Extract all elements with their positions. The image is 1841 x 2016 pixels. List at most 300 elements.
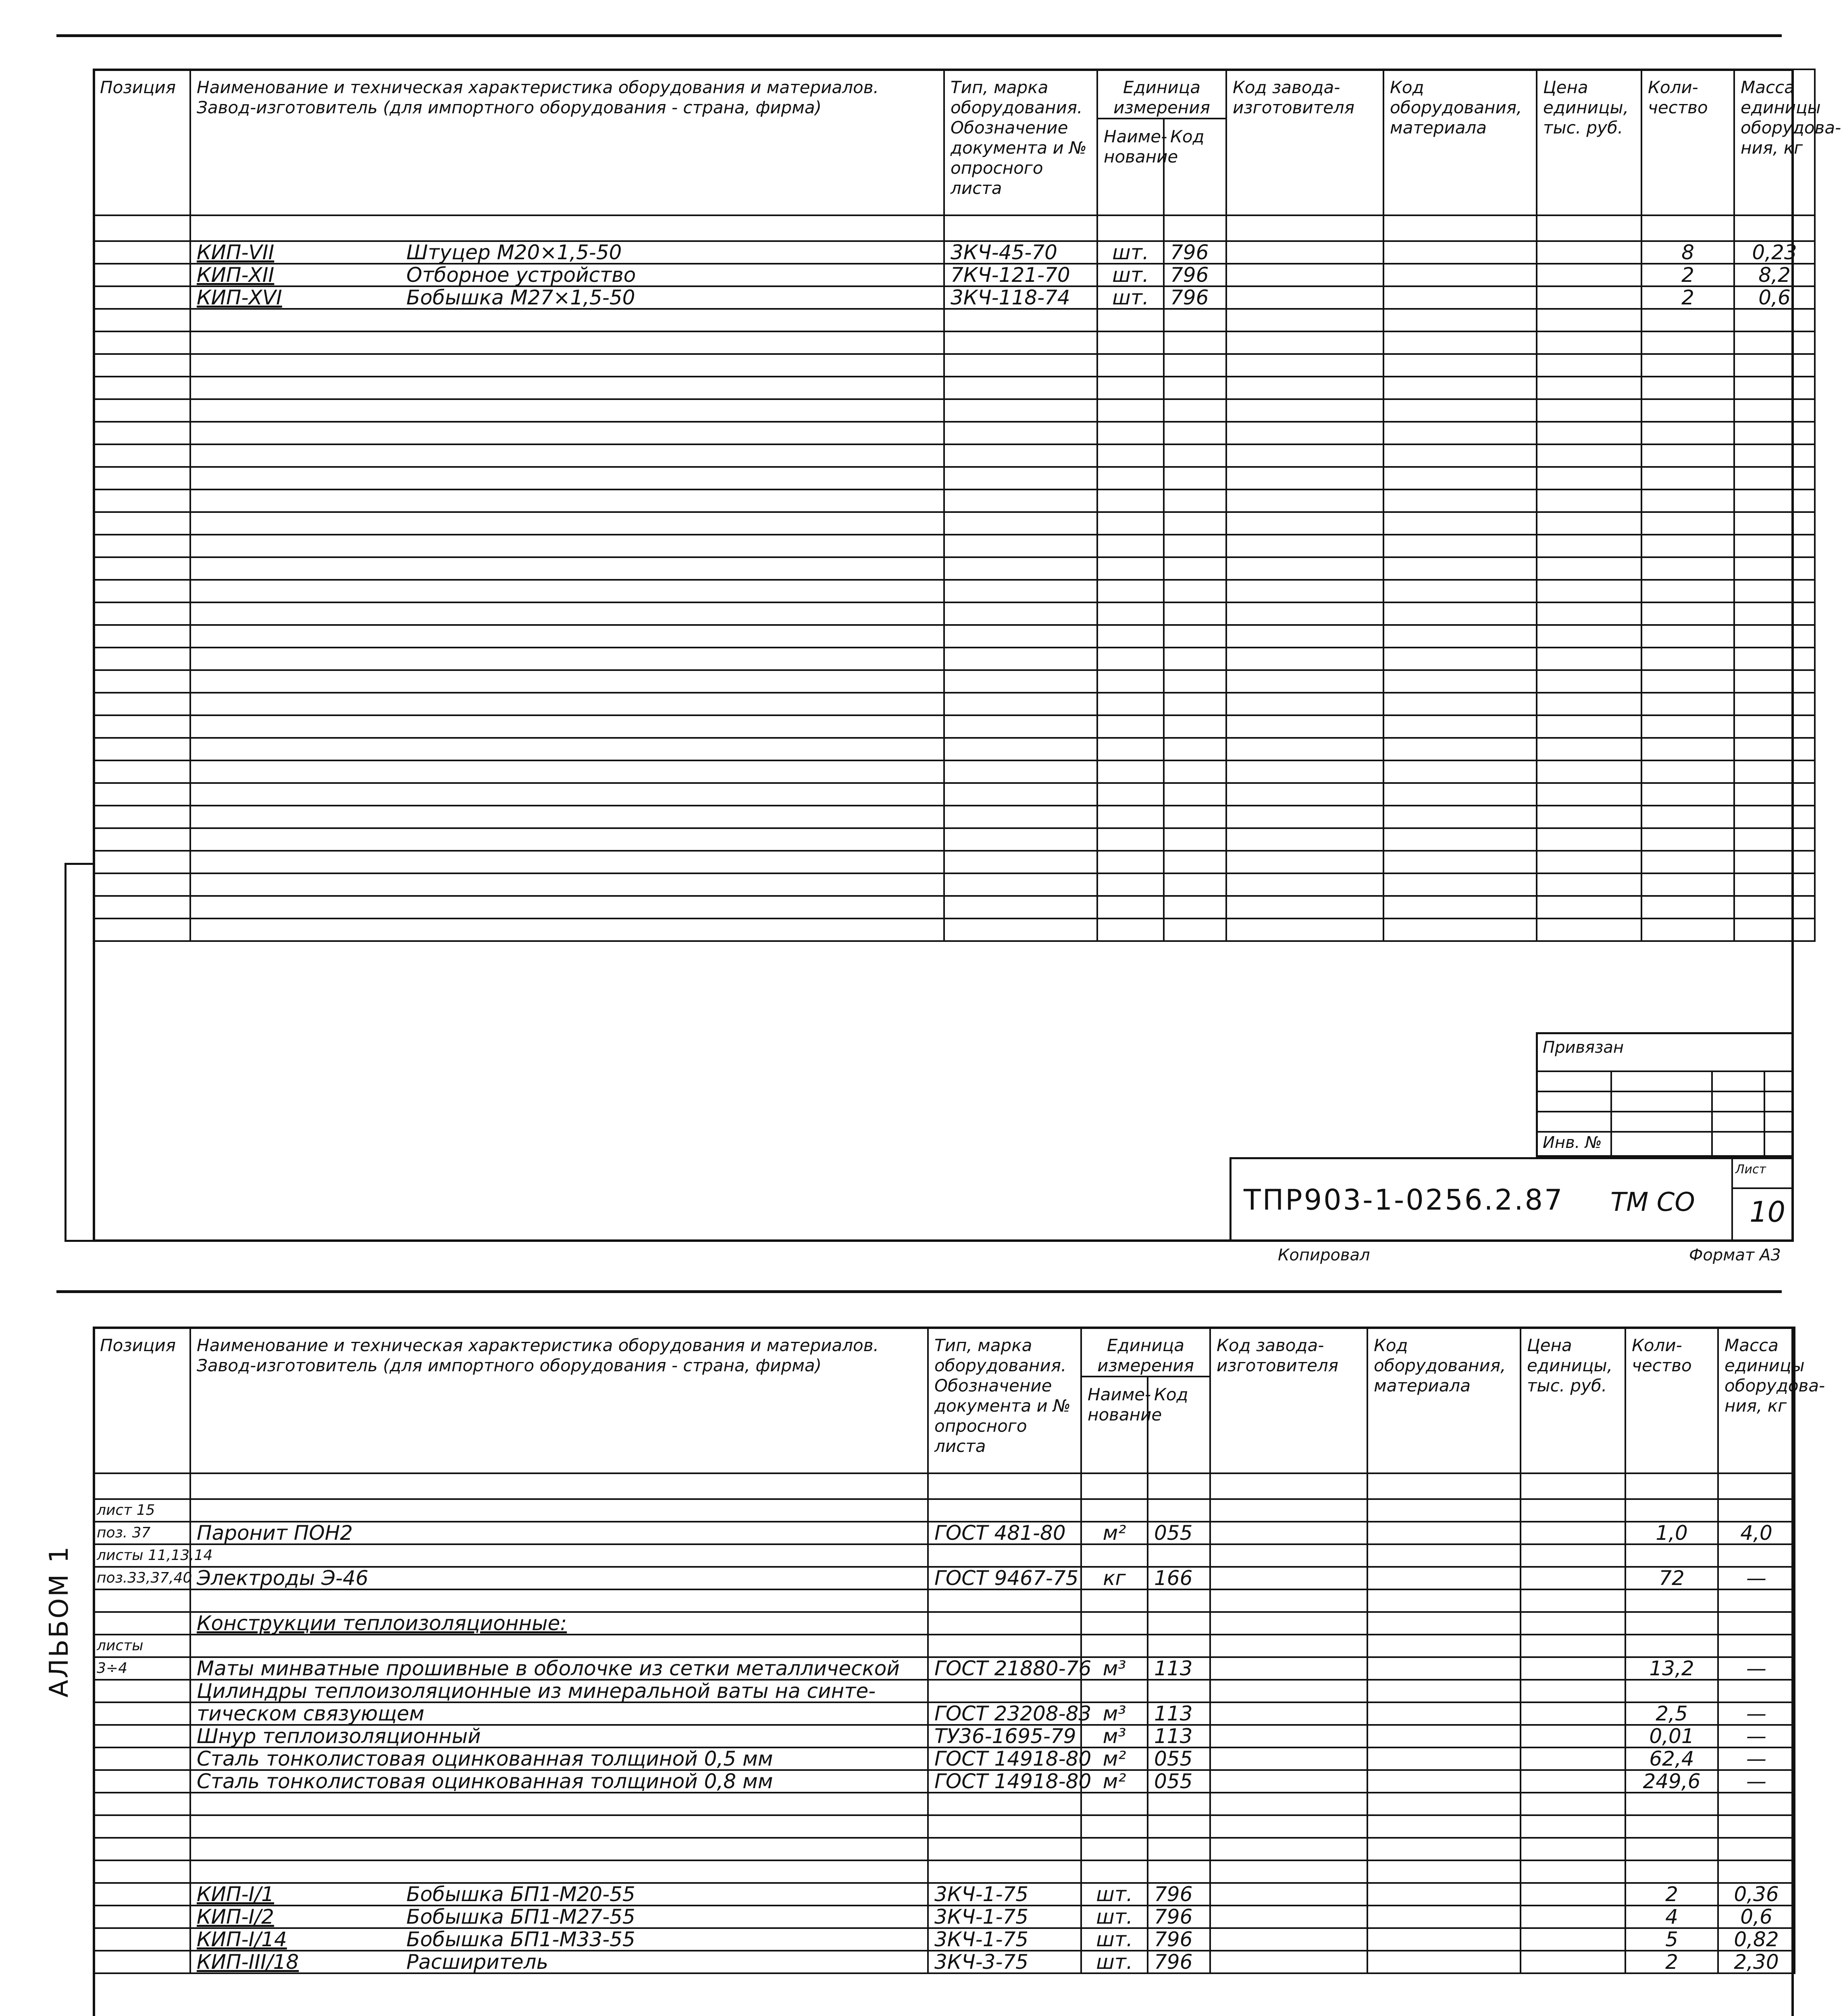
header-name: Наименование и техническая характеристика оборудования и материалов. Завод-изготовитель (для импортного оборудования - страна, фирма) (190, 1327, 928, 1473)
cell-quantity: 2 (1641, 286, 1734, 309)
table-row (94, 1589, 1795, 1612)
cell-factory-code (1210, 1612, 1367, 1635)
cell-factory-code (1210, 1951, 1367, 1973)
cell-quantity: 2 (1625, 1951, 1718, 1973)
cell-position (94, 286, 190, 309)
cell-type (928, 1544, 1081, 1567)
header-unit-name: Наиме-нование (1097, 119, 1164, 215)
cell-factory-code (1210, 1544, 1367, 1567)
cell-mass: 0,6 (1718, 1906, 1795, 1928)
cell-price (1521, 1544, 1625, 1567)
header-unit-code: Код (1164, 119, 1226, 215)
cell-unit (1081, 1544, 1148, 1567)
empty-row (94, 215, 1815, 241)
cell-unit: шт. (1097, 286, 1164, 309)
cell-position (94, 1928, 190, 1951)
header-mass: Масса единицы оборудова-ния, кг (1718, 1327, 1795, 1473)
sheet-number: 10 (1749, 1195, 1786, 1229)
item-name: Бобышка БП1-М33-55 (406, 1928, 635, 1951)
header-factory-code: Код завода-изготовителя (1210, 1327, 1367, 1473)
equipment-mark: КИП-I/14 (197, 1928, 287, 1951)
empty-row (94, 309, 1815, 331)
cell-equipment-code (1367, 1680, 1521, 1702)
empty-row (94, 783, 1815, 806)
item-name: Отборное устройство (406, 263, 636, 287)
cell-unit: м² (1081, 1747, 1148, 1770)
cell-type: 3КЧ-118-74 (944, 286, 1097, 309)
cell-unit: шт. (1081, 1906, 1148, 1928)
item-name: Паронит ПОН2 (197, 1521, 353, 1545)
empty-row (94, 1838, 1795, 1860)
cell-name (190, 1906, 928, 1928)
cell-equipment-code (1367, 1951, 1521, 1973)
cell-unit-code: 113 (1148, 1702, 1210, 1725)
cell-position: листы (94, 1635, 190, 1657)
cell-price (1521, 1951, 1625, 1973)
empty-row (94, 354, 1815, 377)
cell-position (94, 1680, 190, 1702)
cell-position (94, 1589, 190, 1612)
cell-mass: — (1718, 1567, 1795, 1589)
cell-position: поз. 37 (94, 1522, 190, 1544)
cell-factory-code (1226, 286, 1383, 309)
header-quantity: Коли-чество (1625, 1327, 1718, 1473)
empty-row (94, 648, 1815, 670)
cell-price (1521, 1725, 1625, 1747)
cell-type: ТУ36-1695-79 (928, 1725, 1081, 1747)
cell-factory-code (1210, 1906, 1367, 1928)
cell-price (1521, 1589, 1625, 1612)
empty-row (94, 1473, 1795, 1499)
cell-position: лист 15 (94, 1499, 190, 1522)
empty-row (94, 602, 1815, 625)
cell-price (1521, 1657, 1625, 1680)
cell-equipment-code (1367, 1906, 1521, 1928)
cell-equipment-code (1367, 1499, 1521, 1522)
header-equipment-code: Код оборудования, материала (1367, 1327, 1521, 1473)
empty-row (94, 693, 1815, 715)
empty-row (94, 467, 1815, 489)
cell-unit-code: 055 (1148, 1770, 1210, 1793)
cell-factory-code (1210, 1657, 1367, 1680)
cell-quantity (1625, 1589, 1718, 1612)
cell-price (1521, 1499, 1625, 1522)
cell-equipment-code (1367, 1544, 1521, 1567)
cell-name (190, 1883, 928, 1906)
cell-position (94, 1770, 190, 1793)
cell-factory-code (1210, 1770, 1367, 1793)
cell-name (190, 1747, 928, 1770)
cell-price (1537, 286, 1641, 309)
table-row (94, 1635, 1795, 1657)
cell-factory-code (1210, 1567, 1367, 1589)
cell-unit: кг (1081, 1567, 1148, 1589)
cell-unit-code (1148, 1680, 1210, 1702)
cell-mass: 2,30 (1718, 1951, 1795, 1973)
table-row (94, 1567, 1795, 1589)
cell-type: 3КЧ-1-75 (928, 1906, 1081, 1928)
cell-mass: — (1718, 1702, 1795, 1725)
cell-equipment-code (1367, 1883, 1521, 1906)
cell-unit: шт. (1081, 1928, 1148, 1951)
cell-quantity: 62,4 (1625, 1747, 1718, 1770)
cell-unit-code: 796 (1148, 1906, 1210, 1928)
header-unit-name: Наиме-нование (1081, 1377, 1148, 1473)
cell-unit (1081, 1680, 1148, 1702)
cell-mass (1718, 1612, 1795, 1635)
cell-name (190, 241, 944, 264)
empty-row (94, 1860, 1795, 1883)
cell-price (1521, 1770, 1625, 1793)
cell-position (94, 1951, 190, 1973)
cell-type: ГОСТ 9467-75 (928, 1567, 1081, 1589)
header-position: Позиция (94, 1327, 190, 1473)
cell-type: ГОСТ 14918-80 (928, 1747, 1081, 1770)
item-name: Электроды Э-46 (197, 1566, 368, 1590)
cell-position (94, 1747, 190, 1770)
empty-row (94, 444, 1815, 467)
cell-name (190, 1499, 928, 1522)
empty-row (94, 489, 1815, 512)
cell-name (190, 1951, 928, 1973)
cell-unit (1081, 1612, 1148, 1635)
cell-unit (1081, 1635, 1148, 1657)
empty-row (94, 512, 1815, 535)
header-equipment-code: Код оборудования, материала (1383, 69, 1537, 215)
empty-row (94, 1793, 1795, 1815)
cell-price (1537, 241, 1641, 264)
empty-row (94, 760, 1815, 783)
empty-row (94, 580, 1815, 602)
cell-unit-code: 796 (1164, 264, 1226, 286)
table-row (94, 1747, 1795, 1770)
cell-type: 3КЧ-1-75 (928, 1928, 1081, 1951)
empty-row (94, 422, 1815, 444)
cell-factory-code (1210, 1725, 1367, 1747)
table-row (94, 1883, 1795, 1906)
cell-name (190, 286, 944, 309)
cell-type (928, 1635, 1081, 1657)
cell-equipment-code (1367, 1725, 1521, 1747)
empty-row (94, 918, 1815, 941)
cell-mass (1718, 1589, 1795, 1612)
cell-equipment-code (1367, 1702, 1521, 1725)
header-price: Цена единицы, тыс. руб. (1521, 1327, 1625, 1473)
cell-type: 3КЧ-45-70 (944, 241, 1097, 264)
cell-mass (1718, 1680, 1795, 1702)
sheet-10 (52, 69, 1841, 1264)
cell-quantity: 8 (1641, 241, 1734, 264)
cell-mass: 0,23 (1734, 241, 1815, 264)
document-suffix: ТМ СО (1610, 1187, 1695, 1217)
empty-row (94, 399, 1815, 422)
header-type: Тип, марка оборудования. Обозначение документа и № опросного листа (928, 1327, 1081, 1473)
equipment-mark: КИП-XVI (197, 286, 282, 309)
cell-equipment-code (1383, 241, 1537, 264)
table-row (94, 1499, 1795, 1522)
table-row (94, 286, 1815, 309)
cell-unit-code (1148, 1544, 1210, 1567)
cell-price (1521, 1883, 1625, 1906)
cell-name (190, 1567, 928, 1589)
empty-row (94, 715, 1815, 738)
cell-type: ГОСТ 481-80 (928, 1522, 1081, 1544)
item-name: Бобышка БП1-М27-55 (406, 1905, 635, 1929)
cell-unit-code (1148, 1589, 1210, 1612)
specification-table (93, 69, 1841, 942)
cell-position: 3÷4 (94, 1657, 190, 1680)
cell-position (94, 1612, 190, 1635)
cell-quantity: 13,2 (1625, 1657, 1718, 1680)
top-rule (56, 34, 1782, 37)
document-number: ТПР903-1-0256.2.87 (1244, 1183, 1564, 1216)
table-row (94, 1544, 1795, 1567)
cell-unit-code: 113 (1148, 1657, 1210, 1680)
format-label: Формат А3 (1689, 1246, 1781, 1264)
cell-type: ГОСТ 21880-76 (928, 1657, 1081, 1680)
item-name: Расширитель (406, 1950, 549, 1974)
cell-name (190, 1702, 928, 1725)
cell-price (1521, 1567, 1625, 1589)
cell-quantity: 249,6 (1625, 1770, 1718, 1793)
cell-equipment-code (1367, 1928, 1521, 1951)
cell-unit: шт. (1081, 1883, 1148, 1906)
cell-position (94, 241, 190, 264)
cell-type: ГОСТ 23208-83 (928, 1702, 1081, 1725)
binding-label: Привязан (1543, 1038, 1624, 1057)
cell-quantity: 0,01 (1625, 1725, 1718, 1747)
equipment-mark: КИП-I/2 (197, 1905, 274, 1929)
cell-unit-code: 055 (1148, 1747, 1210, 1770)
cell-mass: — (1718, 1657, 1795, 1680)
item-name: Штуцер М20×1,5-50 (406, 241, 622, 264)
item-name: Бобышка М27×1,5-50 (406, 286, 635, 309)
cell-unit-code: 166 (1148, 1567, 1210, 1589)
header-type: Тип, марка оборудования. Обозначение документа и № опросного листа (944, 69, 1097, 215)
cell-factory-code (1226, 264, 1383, 286)
cell-type (928, 1589, 1081, 1612)
cell-unit-code (1148, 1635, 1210, 1657)
cell-type: ГОСТ 14918-80 (928, 1770, 1081, 1793)
item-name: Бобышка БП1-М20-55 (406, 1883, 635, 1906)
cell-equipment-code (1367, 1522, 1521, 1544)
empty-row (94, 670, 1815, 693)
cell-quantity (1625, 1680, 1718, 1702)
cell-quantity: 5 (1625, 1928, 1718, 1951)
item-name: Шнур теплоизоляционный (197, 1724, 481, 1748)
equipment-mark: КИП-VII (197, 241, 275, 264)
cell-unit: м³ (1081, 1657, 1148, 1680)
cell-unit-code: 796 (1148, 1951, 1210, 1973)
title-block (1229, 1157, 1794, 1242)
cell-unit-code (1148, 1612, 1210, 1635)
cell-unit: шт. (1097, 264, 1164, 286)
cell-price (1521, 1635, 1625, 1657)
header-name: Наименование и техническая характеристика оборудования и материалов. Завод-изготовитель (для импортного оборудования - страна, фирма) (190, 69, 944, 215)
item-name: Сталь тонколистовая оцинкованная толщиной 0,8 мм (197, 1770, 773, 1793)
empty-row (94, 738, 1815, 760)
cell-position (94, 1702, 190, 1725)
cell-factory-code (1210, 1883, 1367, 1906)
cell-factory-code (1210, 1680, 1367, 1702)
cell-quantity (1625, 1499, 1718, 1522)
cell-equipment-code (1367, 1589, 1521, 1612)
header-price: Цена единицы, тыс. руб. (1537, 69, 1641, 215)
item-name: Конструкции теплоизоляционные: (197, 1612, 567, 1635)
cell-position (94, 1883, 190, 1906)
middle-rule (56, 1290, 1782, 1293)
empty-row (94, 873, 1815, 896)
cell-mass (1718, 1544, 1795, 1567)
cell-factory-code (1226, 241, 1383, 264)
table-row (94, 1612, 1795, 1635)
cell-name (190, 1770, 928, 1793)
cell-mass: 0,36 (1718, 1883, 1795, 1906)
cell-mass (1718, 1635, 1795, 1657)
item-name: Маты минватные прошивные в оболочке из сетки металлической (197, 1657, 900, 1680)
cell-equipment-code (1367, 1635, 1521, 1657)
cell-position: поз.33,37,40 (94, 1567, 190, 1589)
cell-price (1521, 1612, 1625, 1635)
cell-type (928, 1612, 1081, 1635)
cell-type: 3КЧ-1-75 (928, 1883, 1081, 1906)
cell-type (928, 1680, 1081, 1702)
cell-unit: м³ (1081, 1702, 1148, 1725)
cell-equipment-code (1367, 1747, 1521, 1770)
cell-equipment-code (1367, 1657, 1521, 1680)
table-row (94, 1928, 1795, 1951)
header-unit: Единица измерения (1081, 1327, 1210, 1377)
album-label: АЛЬБОМ 1 (44, 1545, 74, 1697)
cell-type: 7КЧ-121-70 (944, 264, 1097, 286)
cell-factory-code (1210, 1522, 1367, 1544)
cell-name (190, 1612, 928, 1635)
cell-quantity: 1,0 (1625, 1522, 1718, 1544)
table-row (94, 264, 1815, 286)
header-position: Позиция (94, 69, 190, 215)
empty-row (94, 806, 1815, 828)
header-unit-code: Код (1148, 1377, 1210, 1473)
cell-name (190, 1725, 928, 1747)
cell-mass: — (1718, 1770, 1795, 1793)
inventory-label: Инв. № (1543, 1133, 1602, 1152)
cell-price (1521, 1680, 1625, 1702)
cell-quantity: 72 (1625, 1567, 1718, 1589)
empty-row (94, 557, 1815, 580)
cell-mass: 0,6 (1734, 286, 1815, 309)
cell-price (1537, 264, 1641, 286)
item-name: Цилиндры теплоизоляционные из минеральной ваты на синте- (197, 1679, 876, 1703)
cell-position: листы 11,13,14 (94, 1544, 190, 1567)
equipment-mark: КИП-XII (197, 263, 275, 287)
cell-unit: м³ (1081, 1725, 1148, 1747)
cell-position (94, 1725, 190, 1747)
cell-name (190, 1657, 928, 1680)
binding-stamp (1536, 1032, 1794, 1157)
cell-unit (1081, 1589, 1148, 1612)
cell-name (190, 1928, 928, 1951)
cell-unit-code: 796 (1164, 286, 1226, 309)
specification-table (93, 1327, 1825, 1974)
cell-factory-code (1210, 1635, 1367, 1657)
table-row (94, 1906, 1795, 1928)
cell-equipment-code (1367, 1612, 1521, 1635)
item-name: Сталь тонколистовая оцинкованная толщиной 0,5 мм (197, 1747, 773, 1770)
empty-row (94, 896, 1815, 918)
header-unit: Единица измерения (1097, 69, 1226, 119)
cell-quantity: 2,5 (1625, 1702, 1718, 1725)
empty-row (94, 625, 1815, 648)
equipment-mark: КИП-I/1 (197, 1883, 274, 1906)
cell-name (190, 1680, 928, 1702)
table-row (94, 1680, 1795, 1702)
header-factory-code: Код завода-изготовителя (1226, 69, 1383, 215)
cell-type (928, 1499, 1081, 1522)
empty-row (94, 377, 1815, 399)
sheet-label: Лист (1735, 1162, 1766, 1177)
cell-unit: м² (1081, 1770, 1148, 1793)
cell-unit: шт. (1081, 1951, 1148, 1973)
cell-price (1521, 1702, 1625, 1725)
sheet-9 (44, 1327, 1825, 2016)
cell-type: 3КЧ-3-75 (928, 1951, 1081, 1973)
cell-factory-code (1210, 1499, 1367, 1522)
cell-position (94, 1906, 190, 1928)
cell-equipment-code (1367, 1770, 1521, 1793)
cell-name (190, 1589, 928, 1612)
copied-by: Копировал (1278, 1246, 1370, 1264)
table-row (94, 241, 1815, 264)
empty-row (94, 1815, 1795, 1838)
header-quantity: Коли-чество (1641, 69, 1734, 215)
table-row (94, 1770, 1795, 1793)
cell-unit: м² (1081, 1522, 1148, 1544)
cell-quantity (1625, 1612, 1718, 1635)
cell-price (1521, 1747, 1625, 1770)
cell-unit-code: 113 (1148, 1725, 1210, 1747)
empty-row (94, 828, 1815, 851)
cell-mass: 0,82 (1718, 1928, 1795, 1951)
table-row (94, 1725, 1795, 1747)
cell-factory-code (1210, 1747, 1367, 1770)
cell-unit (1081, 1499, 1148, 1522)
cell-price (1521, 1928, 1625, 1951)
cell-position (94, 264, 190, 286)
cell-mass: — (1718, 1747, 1795, 1770)
cell-quantity: 2 (1641, 264, 1734, 286)
cell-price (1521, 1906, 1625, 1928)
cell-unit-code (1148, 1499, 1210, 1522)
cell-quantity: 2 (1625, 1883, 1718, 1906)
equipment-mark: КИП-III/18 (197, 1950, 299, 1974)
cell-unit-code: 796 (1148, 1883, 1210, 1906)
cell-unit: шт. (1097, 241, 1164, 264)
cell-quantity (1625, 1635, 1718, 1657)
cell-name (190, 1635, 928, 1657)
empty-row (94, 331, 1815, 354)
cell-mass: 8,2 (1734, 264, 1815, 286)
cell-name (190, 264, 944, 286)
cell-name (190, 1544, 928, 1567)
empty-row (94, 535, 1815, 557)
table-row (94, 1951, 1795, 1973)
cell-quantity (1625, 1544, 1718, 1567)
item-name: тическом связующем (197, 1702, 424, 1725)
cell-factory-code (1210, 1589, 1367, 1612)
cell-equipment-code (1383, 264, 1537, 286)
empty-row (94, 851, 1815, 873)
cell-name (190, 1522, 928, 1544)
